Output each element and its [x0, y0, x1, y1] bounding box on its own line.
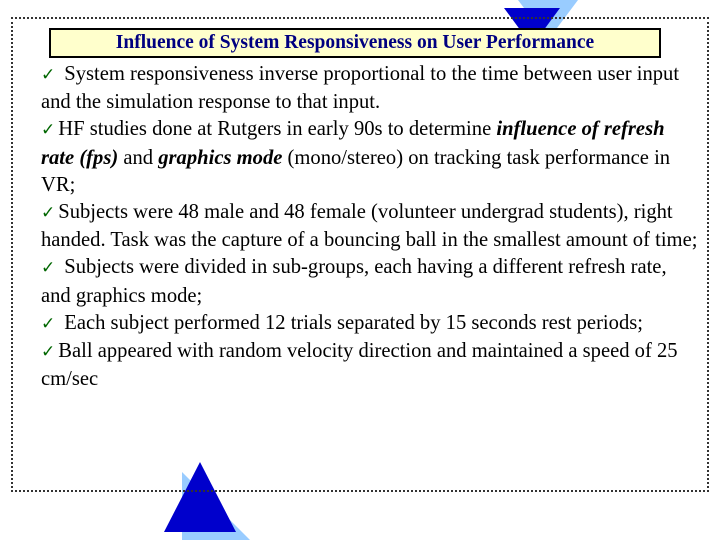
bullet-item: [41, 61, 701, 116]
check-icon: ✓: [41, 65, 56, 85]
bullet-text: Ball appeared with random velocity direction and maintained a speed of 25 cm/sec: [41, 340, 678, 391]
bullet-text: Each subject performed 12 trials separated by 15 seconds rest periods;: [64, 311, 643, 334]
bullet-text: HF studies done at Rutgers in early 90s to determine: [58, 118, 497, 141]
slide-title: Influence of System Responsiveness on User Performance: [115, 32, 595, 53]
bullet-item: [41, 116, 701, 199]
bullet-text: Subjects were divided in sub-groups, each having a different refresh rate, and graphics mode;: [41, 256, 667, 307]
check-icon: ✓: [41, 313, 56, 334]
check-icon: ✓: [41, 203, 56, 224]
bullet-text: Subjects were 48 male and 48 female (volunteer undergrad students), right handed. Task was the capture of a bouncing ball in the smallest amount of time;: [41, 201, 698, 252]
check-icon: ✓: [41, 258, 56, 279]
check-icon: ✓: [41, 342, 56, 363]
check-icon: ✓: [41, 120, 56, 141]
title-box: [49, 28, 661, 58]
bullet-text: and: [118, 146, 159, 169]
bullet-emphasis: graphics mode: [158, 146, 283, 169]
bullet-text: (mono/stereo) on tracking task performance in VR;: [41, 146, 671, 196]
bullet-item: [41, 254, 701, 309]
bullet-list: [41, 61, 701, 393]
bullet-item: [41, 338, 701, 393]
bullet-item: [41, 199, 701, 254]
bullet-emphasis: influence of refresh rate (fps): [41, 118, 665, 169]
bullet-item: [41, 310, 701, 338]
bullet-text: System responsiveness inverse proportional to the time between user input and the simulation response to that input.: [41, 63, 680, 114]
